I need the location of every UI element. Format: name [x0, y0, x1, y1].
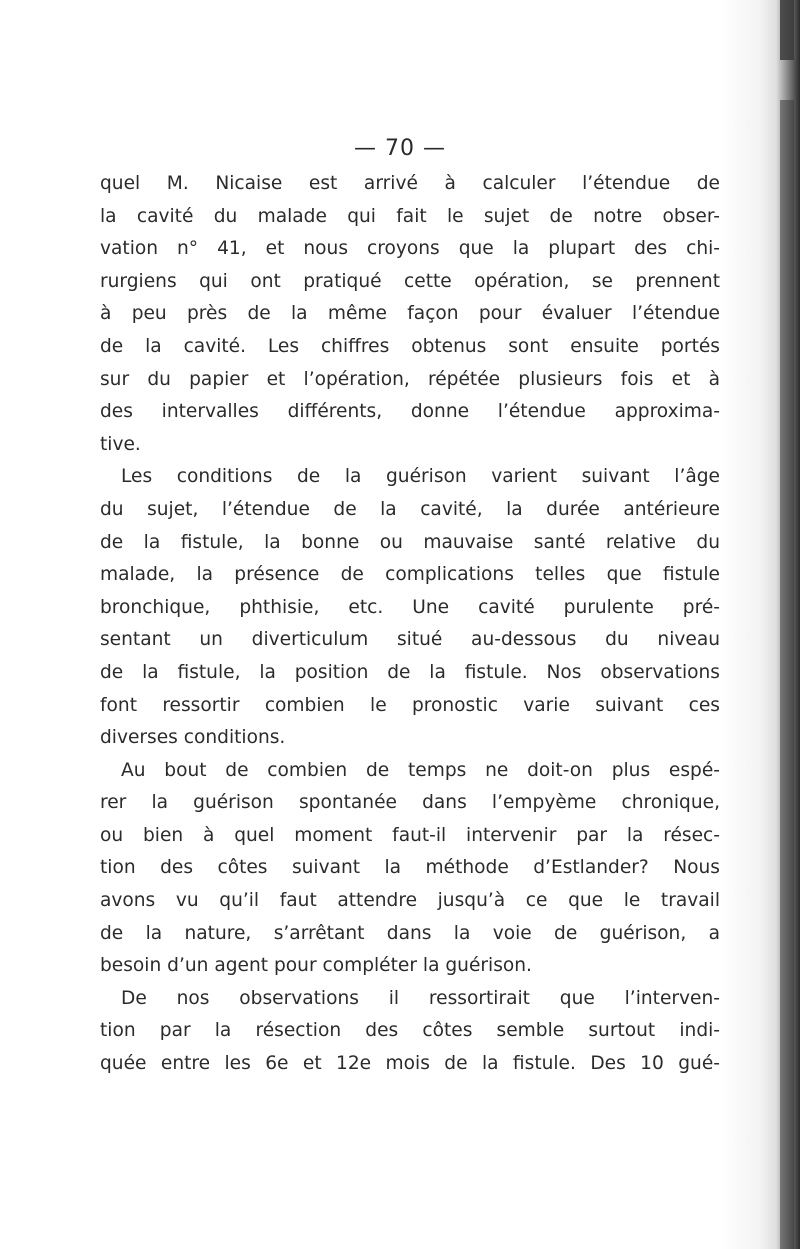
body-text — [100, 168, 720, 1081]
text-line: besoin d’un agent pour compléter la guérison. — [100, 955, 532, 977]
text-line: malade, la présence de complications telles que fistule — [100, 564, 720, 586]
text-line: tive. — [100, 433, 141, 455]
text-line: de la nature, s’arrêtant dans la voie de guérison, a — [100, 922, 720, 944]
text-line: quée entre les 6e et 12e mois de la fistule. Des 10 gué- — [100, 1053, 720, 1075]
text-line: rer la guérison spontanée dans l’empyème chronique, — [100, 792, 720, 814]
text-line: du sujet, l’étendue de la cavité, la durée antérieure — [100, 498, 720, 520]
text-line: sentant un diverticulum situé au-dessous du niveau — [100, 629, 720, 651]
page-number: — 70 — — [354, 136, 446, 161]
text-line: sur du papier et l’opération, répétée plusieurs fois et à — [100, 368, 720, 390]
binding-shadow — [780, 0, 794, 60]
text-line: vation n° 41, et nous croyons que la plupart des chi- — [100, 238, 720, 260]
text-line: ou bien à quel moment faut-il intervenir par la résec- — [100, 824, 720, 846]
text-line: rurgiens qui ont pratiqué cette opération, se prennent — [100, 270, 720, 292]
paragraph-start-line: De nos observations il ressortirait que l’interven- — [121, 987, 720, 1009]
paragraph-start-line: Les conditions de la guérison varient suivant l’âge — [121, 466, 720, 488]
text-line: de la fistule, la bonne ou mauvaise santé relative du — [100, 531, 720, 553]
text-line: de la fistule, la position de la fistule. Nos observations — [100, 661, 720, 683]
text-line: quel M. Nicaise est arrivé à calculer l’étendue de — [100, 173, 720, 194]
text-line: avons vu qu’il faut attendre jusqu’à ce que le travail — [100, 890, 720, 912]
text-line: diverses conditions. — [100, 727, 286, 749]
text-line: tion par la résection des côtes semble surtout indi- — [100, 1020, 720, 1042]
text-line: des intervalles différents, donne l’étendue approxima- — [100, 401, 720, 423]
text-line: à peu près de la même façon pour évaluer l’étendue — [100, 303, 720, 325]
text-line: tion des côtes suivant la méthode d’Estlander? Nous — [100, 857, 720, 879]
text-line: bronchique, phthisie, etc. Une cavité purulente pré- — [100, 596, 720, 618]
binding-shadow — [780, 100, 794, 1249]
text-line: la cavité du malade qui fait le sujet de notre obser- — [100, 205, 720, 227]
text-line: font ressortir combien le pronostic varie suivant ces — [100, 694, 720, 716]
text-line: de la cavité. Les chiffres obtenus sont ensuite portés — [100, 335, 720, 357]
paragraph-start-line: Au bout de combien de temps ne doit-on plus espé- — [121, 759, 720, 781]
